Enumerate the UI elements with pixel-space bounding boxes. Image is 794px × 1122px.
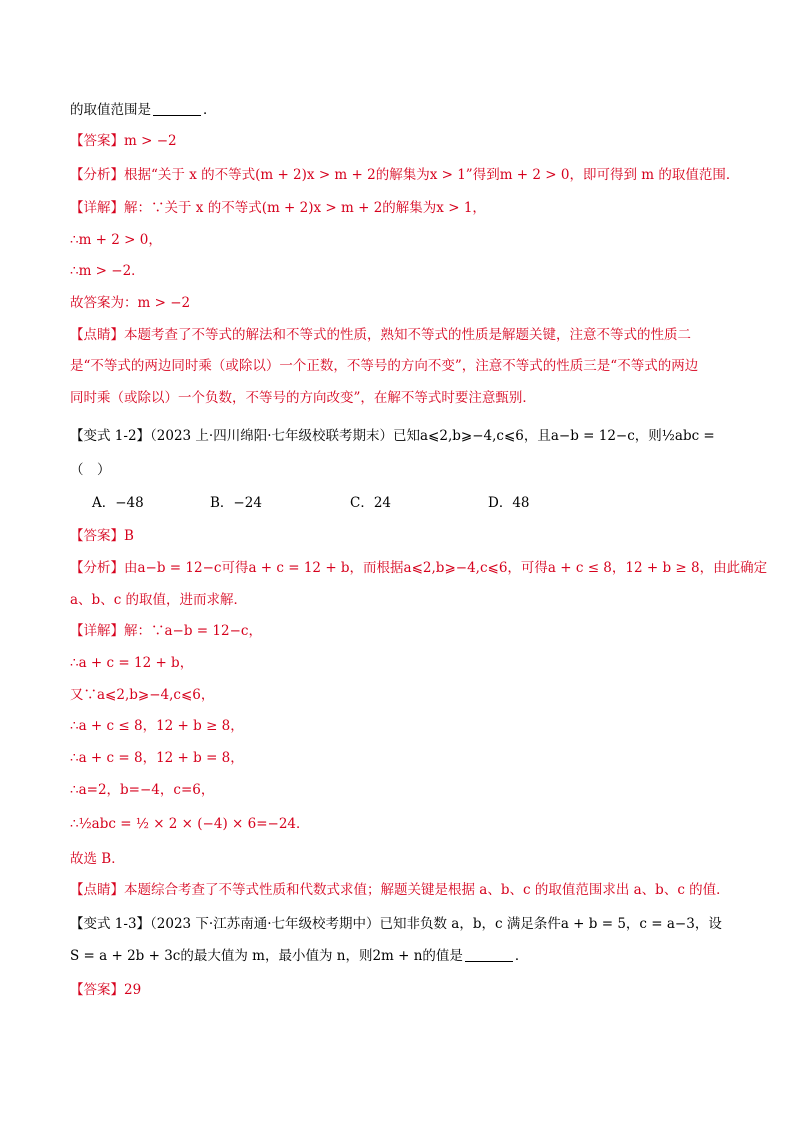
q2-detail-line: ∴½abc = ½ × 2 × (−4) × 6=−24． [70, 816, 310, 832]
q2-option-b: B．−24 [210, 495, 262, 511]
q2-answer: 【答案】B [70, 528, 134, 544]
q1-detail-line: 故答案为：m > −2 [70, 295, 191, 311]
q3-stem-period: ． [514, 948, 529, 964]
q2-detail-line: ∴a + c = 8，12 + b = 8， [70, 750, 244, 766]
q2-detail-line: ∴a=2，b=−4，c=6， [70, 782, 215, 798]
q1-comment-line: 是“不等式的两边同时乘（或除以）一个正数，不等号的方向不变”，注意不等式的性质三是“不等式的两边 [70, 358, 699, 374]
q2-analysis-line: a、b、c 的取值，进而求解． [70, 592, 248, 608]
q2-option-a: A．−48 [92, 495, 144, 511]
q3-answer: 【答案】29 [70, 982, 142, 998]
q2-stem: 【变式 1-2】（2023 上·四川绵阳·七年级校联考期末）已知a⩽2,b⩾−4,c⩽6，且a−b = 12−c，则½abc = [70, 428, 715, 444]
q2-detail-line: 又∵a⩽2,b⩾−4,c⩽6， [70, 687, 215, 703]
q2-option-c: C．24 [350, 495, 392, 511]
q2-detail-line: 【详解】解：∵a−b = 12−c， [70, 623, 262, 639]
q2-detail-line: 故选 B． [70, 851, 125, 867]
q1-comment-line: 【点睛】本题考查了不等式的解法和不等式的性质，熟知不等式的性质是解题关键，注意不等式的性质二 [70, 327, 691, 343]
q2-comment: 【点睛】本题综合考查了不等式性质和代数式求值；解题关键是根据 a、b、c 的取值范围求出 a、b、c 的值． [70, 882, 730, 898]
answer-blank [465, 947, 513, 962]
q1-tail-period: ． [203, 102, 217, 118]
q2-analysis-line: 【分析】由a−b = 12−c可得a + c = 12 + b，而根据a⩽2,b⩾−4,c⩽6，可得a + c ≤ 8，12 + b ≥ 8，由此确定 [70, 560, 768, 576]
q1-tail [70, 100, 217, 120]
q1-analysis: 【分析】根据“关于 x 的不等式(m + 2)x > m + 2的解集为x > 1”得到m + 2 > 0，即可得到 m 的取值范围． [70, 167, 740, 183]
q2-option-d: D．48 [488, 495, 530, 511]
q2-paren: （ ） [70, 462, 111, 478]
q3-stem-text: S = a + 2b + 3c的最大值为 m，最小值为 n，则2m + n的值是 [70, 948, 463, 964]
q1-detail-line: ∴m + 2 > 0， [70, 232, 162, 248]
answer-blank [153, 101, 201, 116]
q1-tail-text: 的取值范围是 [70, 102, 151, 118]
q1-comment-line: 同时乘（或除以）一个负数，不等号的方向改变”，在解不等式时要注意甄别． [70, 390, 536, 406]
q1-detail-line: 【详解】解：∵关于 x 的不等式(m + 2)x > m + 2的解集为x > 1， [70, 200, 486, 216]
q2-detail-line: ∴a + c ≤ 8，12 + b ≥ 8， [70, 718, 244, 734]
q3-stem-line1: 【变式 1-3】（2023 下·江苏南通·七年级校考期中）已知非负数 a，b，c 满足条件a + b = 5，c = a−3，设 [70, 916, 722, 932]
q1-detail-line: ∴m > −2． [70, 263, 145, 279]
q1-answer: 【答案】m > −2 [70, 133, 177, 149]
q3-stem-line2 [70, 946, 528, 966]
q2-detail-line: ∴a + c = 12 + b， [70, 655, 194, 671]
